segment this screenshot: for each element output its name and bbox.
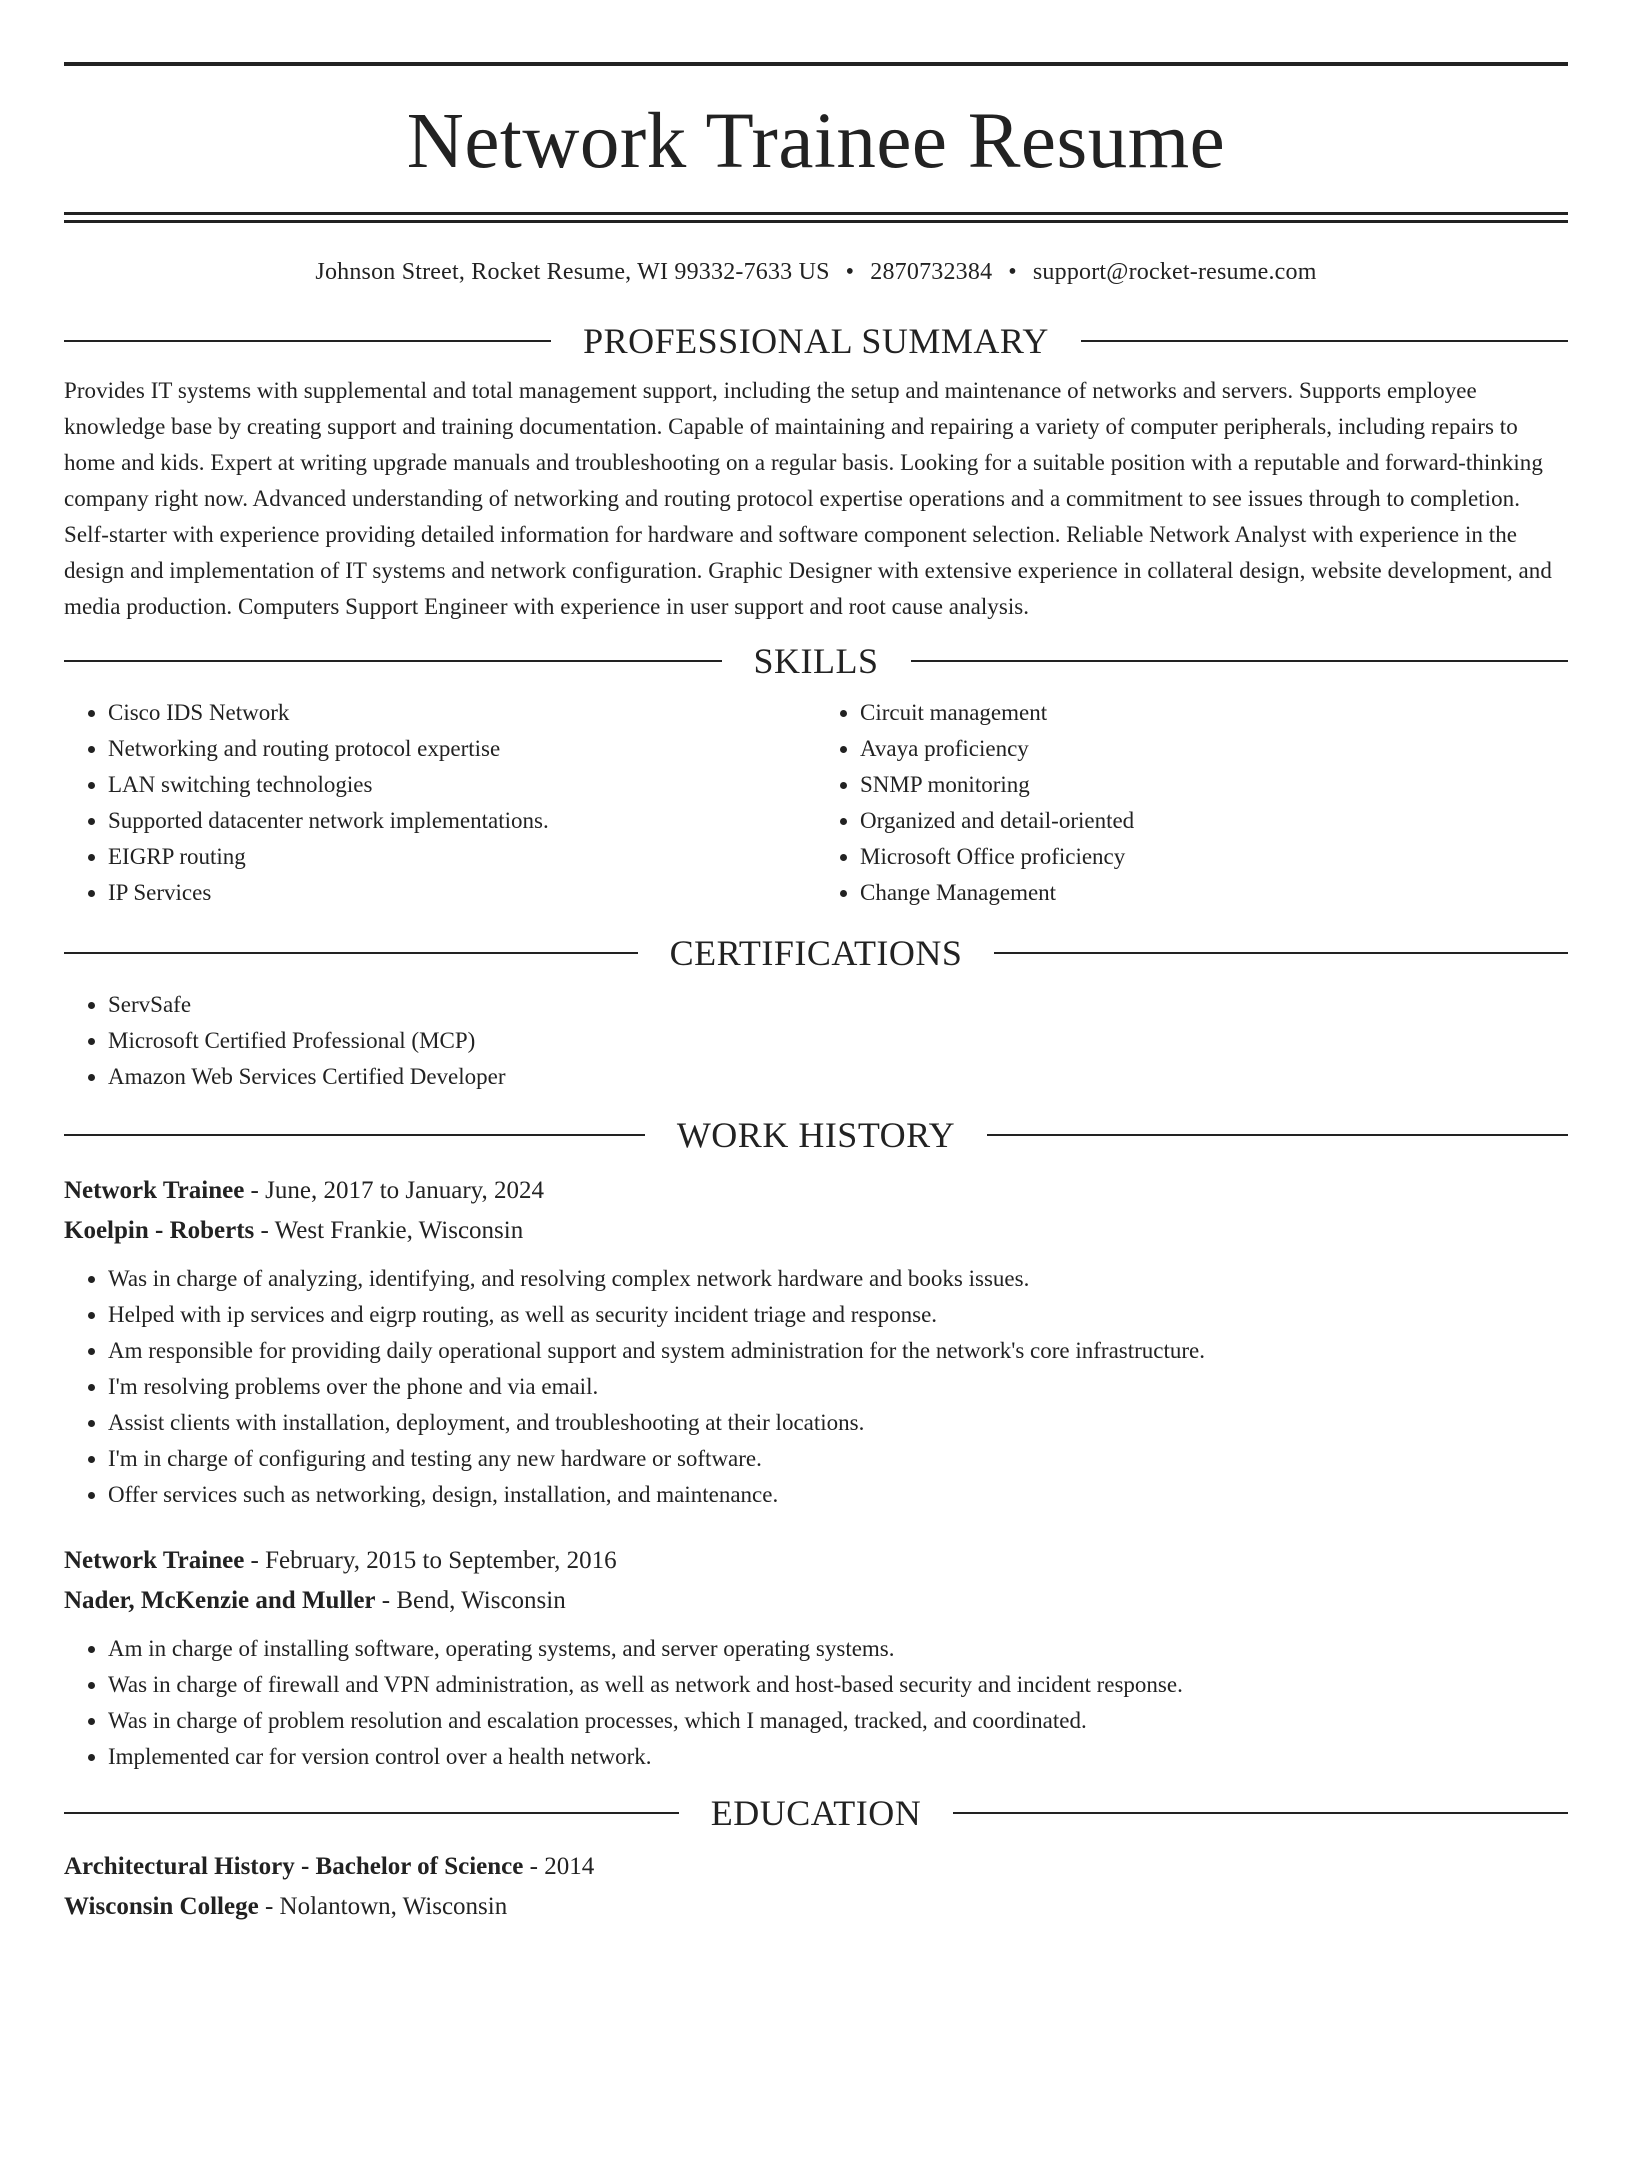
list-item: • Change Management <box>860 875 1568 911</box>
skills-columns <box>64 695 1568 911</box>
contact-email: support@rocket-resume.com <box>1032 259 1317 285</box>
heading-rule-left <box>64 660 722 662</box>
job-title-line <box>64 1171 1568 1211</box>
education-degree-line <box>64 1847 1568 1887</box>
heading-rule-left <box>64 952 638 954</box>
job-bullets <box>64 1631 1568 1775</box>
list-item: • Supported datacenter network implementations. <box>108 803 816 839</box>
list-item: • EIGRP routing <box>108 839 816 875</box>
education-location: - Nolantown, Wisconsin <box>258 1893 508 1920</box>
job-dates: - June, 2017 to January, 2024 <box>244 1177 545 1204</box>
job-title: Network Trainee <box>64 1547 245 1574</box>
job-location: - West Frankie, Wisconsin <box>254 1217 524 1244</box>
list-item: • Helped with ip services and eigrp routing, as well as security incident triage and response. <box>108 1297 1568 1333</box>
certifications-list <box>64 987 1568 1095</box>
list-item: • Am in charge of installing software, operating systems, and server operating systems. <box>108 1631 1568 1667</box>
list-item: • I'm in charge of configuring and testing any new hardware or software. <box>108 1441 1568 1477</box>
job-location: - Bend, Wisconsin <box>375 1587 566 1614</box>
list-item: • Microsoft Office proficiency <box>860 839 1568 875</box>
job-company: Koelpin - Roberts <box>64 1217 255 1244</box>
section-title: EDUCATION <box>710 1793 922 1833</box>
job-bullets <box>64 1261 1568 1513</box>
job-company: Nader, McKenzie and Muller <box>64 1587 376 1614</box>
list-item: • Was in charge of problem resolution and escalation processes, which I managed, tracked, and coordinated. <box>108 1703 1568 1739</box>
section-title: PROFESSIONAL SUMMARY <box>583 321 1049 361</box>
summary-text: Provides IT systems with supplemental and total management support, including the setup and maintenance of networks and servers. Supports employee knowledge base by creating support and training documentation. Capable of maintaining and repairing a variety of computer peripherals, including repairs to home and kids. Expert at writing upgrade manuals and troubleshooting on a regular basis. Looking for a suitable position with a reputable and forward-thinking company right now. Advanced understanding of networking and routing protocol expertise operations and a commitment to see issues through to completion. Self-starter with experience providing detailed information for hardware and software component selection. Reliable Network Analyst with experience in the design and implementation of IT systems and network configuration. Graphic Designer with extensive experience in collateral design, website development, and media production. Computers Support Engineer with experience in user support and root cause analysis. <box>64 378 1552 619</box>
contact-separator: • <box>845 259 855 285</box>
list-item: • LAN switching technologies <box>108 767 816 803</box>
heading-rule-left <box>64 340 551 342</box>
section-heading-certifications <box>64 931 1568 975</box>
section-heading-skills <box>64 639 1568 683</box>
education-year: - 2014 <box>523 1853 595 1880</box>
section-title: WORK HISTORY <box>676 1115 956 1155</box>
list-item: • Am responsible for providing daily operational support and system administration for the network's core infrastructure. <box>108 1333 1568 1369</box>
heading-rule-right <box>987 1134 1568 1136</box>
title-double-rule <box>64 212 1568 223</box>
contact-line <box>64 257 1568 287</box>
education-entry <box>64 1847 1568 1927</box>
section-title: CERTIFICATIONS <box>669 933 963 973</box>
list-item: • IP Services <box>108 875 816 911</box>
skills-list-left <box>64 695 816 911</box>
list-item: • Was in charge of firewall and VPN administration, as well as network and host-based security and incident response. <box>108 1667 1568 1703</box>
heading-rule-left <box>64 1812 679 1814</box>
section-heading-summary <box>64 319 1568 363</box>
list-item: • Amazon Web Services Certified Developer <box>108 1059 1568 1095</box>
contact-phone: 2870732384 <box>870 259 993 285</box>
resume-page <box>0 62 1632 2174</box>
education-degree: Architectural History - Bachelor of Science <box>64 1853 524 1880</box>
list-item: • Avaya proficiency <box>860 731 1568 767</box>
list-item: • ServSafe <box>108 987 1568 1023</box>
heading-rule-right <box>1081 340 1568 342</box>
list-item: • Offer services such as networking, design, installation, and maintenance. <box>108 1477 1568 1513</box>
job-dates: - February, 2015 to September, 2016 <box>244 1547 617 1574</box>
list-item: • Networking and routing protocol expertise <box>108 731 816 767</box>
education-school: Wisconsin College <box>64 1893 259 1920</box>
contact-separator: • <box>1008 259 1017 285</box>
job-entry <box>64 1541 1568 1775</box>
list-item: • Implemented car for version control over a health network. <box>108 1739 1568 1775</box>
heading-rule-left <box>64 1134 645 1136</box>
list-item: • I'm resolving problems over the phone and via email. <box>108 1369 1568 1405</box>
list-item: • Assist clients with installation, deployment, and troubleshooting at their locations. <box>108 1405 1568 1441</box>
list-item: • Cisco IDS Network <box>108 695 816 731</box>
section-title: SKILLS <box>753 641 879 681</box>
list-item: • Was in charge of analyzing, identifying, and resolving complex network hardware and books issues. <box>108 1261 1568 1297</box>
heading-rule-right <box>911 660 1569 662</box>
section-heading-work-history <box>64 1113 1568 1157</box>
list-item: • Organized and detail-oriented <box>860 803 1568 839</box>
job-entry <box>64 1171 1568 1513</box>
job-company-line <box>64 1211 1568 1251</box>
education-school-line <box>64 1887 1568 1927</box>
heading-rule-right <box>953 1812 1568 1814</box>
page-title: Network Trainee Resume <box>406 98 1226 185</box>
section-heading-education <box>64 1791 1568 1835</box>
list-item: • SNMP monitoring <box>860 767 1568 803</box>
skills-list-right <box>816 695 1568 911</box>
job-title: Network Trainee <box>64 1177 245 1204</box>
heading-rule-right <box>994 952 1568 954</box>
job-title-line <box>64 1541 1568 1581</box>
list-item: • Circuit management <box>860 695 1568 731</box>
list-item: • Microsoft Certified Professional (MCP) <box>108 1023 1568 1059</box>
contact-address: Johnson Street, Rocket Resume, WI 99332-7633 US <box>315 259 830 285</box>
job-company-line <box>64 1581 1568 1621</box>
